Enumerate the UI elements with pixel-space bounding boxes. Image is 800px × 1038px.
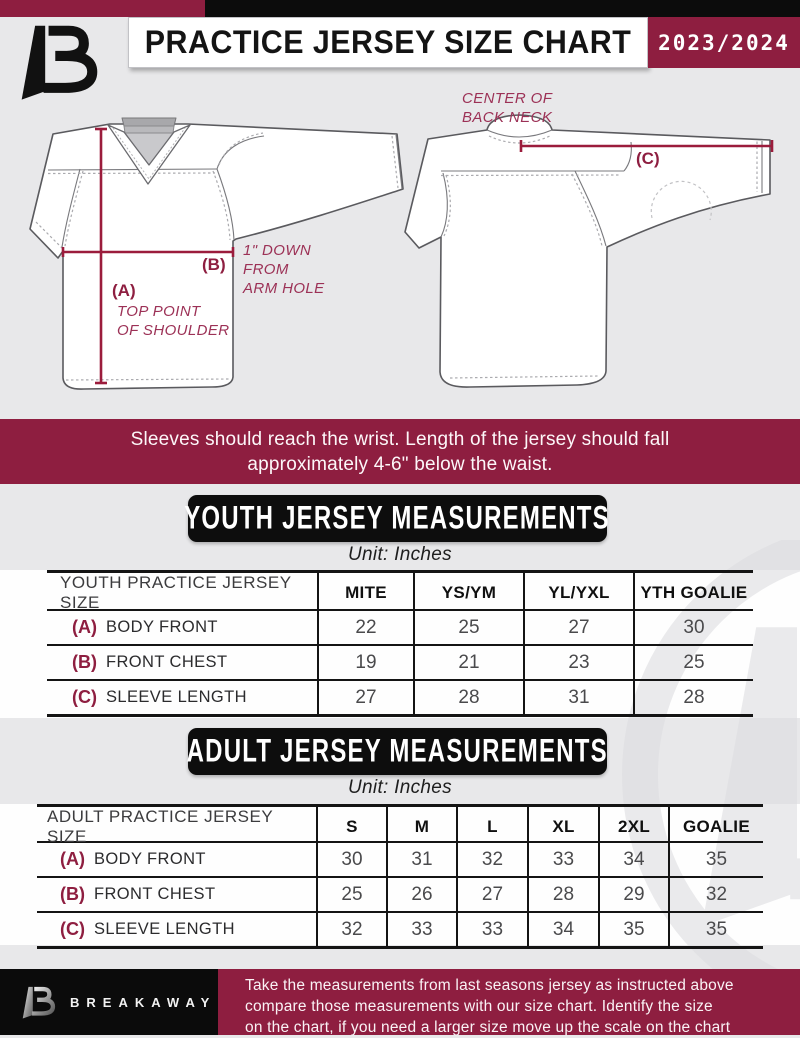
row-label: BODY FRONT — [94, 850, 206, 868]
adult-col-l: L — [456, 807, 527, 847]
adult-section-banner — [188, 728, 607, 775]
row-key: (A) — [60, 849, 85, 869]
adult-col-2xl: 2XL — [598, 807, 668, 847]
cell-value: 28 — [527, 878, 598, 911]
label-c-caption: CENTER OF BACK NECK — [462, 90, 553, 126]
row-key: (B) — [60, 884, 85, 904]
table-row — [47, 679, 753, 714]
topbar-black — [205, 0, 800, 17]
table-row — [47, 644, 753, 679]
cell-value: 32 — [316, 913, 386, 946]
row-key: (A) — [72, 617, 97, 637]
footer-instruction-line1: Take the measurements from last seasons jersey as instructed above — [245, 977, 734, 994]
season-label: 2023/2024 — [658, 30, 790, 55]
row-label: SLEEVE LENGTH — [106, 688, 247, 706]
footer-instructions — [218, 969, 800, 1035]
cell-value: 27 — [523, 611, 633, 644]
table-row — [37, 841, 763, 876]
row-key: (C) — [72, 687, 97, 707]
cell-value: 26 — [386, 878, 456, 911]
footer-brand-name: BREAKAWAY — [70, 994, 217, 1010]
cell-value: 19 — [317, 646, 413, 679]
cell-value: 34 — [527, 913, 598, 946]
page-title: PRACTICE JERSEY SIZE CHART — [144, 24, 632, 60]
fit-note-banner — [0, 419, 800, 484]
back-jersey-outline — [405, 115, 770, 387]
youth-size-table — [47, 570, 753, 717]
youth-size-header: YOUTH PRACTICE JERSEY SIZE — [60, 573, 292, 612]
table-row — [37, 876, 763, 911]
footer-brand-block — [0, 969, 218, 1035]
jersey-diagrams — [0, 90, 800, 420]
cell-value: 33 — [456, 913, 527, 946]
cell-value: 27 — [456, 878, 527, 911]
youth-table-header-row — [47, 573, 753, 612]
label-b-caption: 1" DOWN FROM ARM HOLE — [243, 242, 325, 297]
cell-value: 25 — [633, 646, 753, 679]
youth-unit-label: Unit: Inches — [348, 544, 452, 565]
cell-value: 30 — [633, 611, 753, 644]
cell-value: 33 — [527, 843, 598, 876]
cell-value: 28 — [413, 681, 523, 714]
page-title-box — [128, 17, 648, 68]
row-key: (B) — [72, 652, 97, 672]
cell-value: 21 — [413, 646, 523, 679]
season-badge — [648, 17, 800, 68]
cell-value: 25 — [413, 611, 523, 644]
breakaway-b-logo-footer — [22, 982, 58, 1022]
youth-col-ysym: YS/YM — [413, 573, 523, 613]
footer-instruction-line2: compare those measurements with our size chart. Identify the size — [245, 998, 713, 1015]
cell-value: 32 — [668, 878, 763, 911]
cell-value: 31 — [386, 843, 456, 876]
cell-value: 27 — [317, 681, 413, 714]
cell-value: 34 — [598, 843, 668, 876]
youth-section-title: YOUTH JERSEY MEASUREMENTS — [184, 500, 611, 536]
row-label: BODY FRONT — [106, 618, 218, 636]
label-a-caption: TOP POINT OF SHOULDER — [117, 303, 230, 339]
cell-value: 35 — [668, 913, 763, 946]
cell-value: 25 — [316, 878, 386, 911]
cell-value: 22 — [317, 611, 413, 644]
fit-note-line1: Sleeves should reach the wrist. Length of the jersey should fall — [130, 428, 670, 450]
fit-note-line2: approximately 4-6" below the waist. — [247, 453, 553, 475]
adult-col-m: M — [386, 807, 456, 847]
cell-value: 28 — [633, 681, 753, 714]
topbar-maroon — [0, 0, 205, 17]
footer-instruction-line3: on the chart, if you need a larger size move up the scale on the chart — [245, 1019, 731, 1036]
adult-unit-label: Unit: Inches — [348, 777, 452, 798]
table-row — [47, 609, 753, 644]
label-a: (A) — [112, 281, 136, 300]
row-label: FRONT CHEST — [106, 653, 228, 671]
adult-table-header-row — [37, 807, 763, 846]
cell-value: 35 — [598, 913, 668, 946]
row-key: (C) — [60, 919, 85, 939]
adult-col-goalie: GOALIE — [668, 807, 763, 847]
label-c: (C) — [636, 149, 660, 168]
cell-value: 30 — [316, 843, 386, 876]
cell-value: 32 — [456, 843, 527, 876]
youth-section-banner — [184, 495, 611, 542]
cell-value: 23 — [523, 646, 633, 679]
label-b: (B) — [202, 255, 226, 274]
table-row — [37, 911, 763, 946]
cell-value: 33 — [386, 913, 456, 946]
youth-col-goalie: YTH GOALIE — [633, 573, 753, 613]
cell-value: 35 — [668, 843, 763, 876]
adult-size-table — [37, 804, 763, 949]
cell-value: 31 — [523, 681, 633, 714]
youth-col-mite: MITE — [317, 573, 413, 613]
adult-col-xl: XL — [527, 807, 598, 847]
adult-size-header: ADULT PRACTICE JERSEY SIZE — [47, 807, 273, 846]
row-label: FRONT CHEST — [94, 885, 216, 903]
row-label: SLEEVE LENGTH — [94, 920, 235, 938]
adult-col-s: S — [316, 807, 386, 847]
youth-col-ylyxl: YL/YXL — [523, 573, 633, 613]
cell-value: 29 — [598, 878, 668, 911]
adult-section-title: ADULT JERSEY MEASUREMENTS — [186, 733, 609, 769]
